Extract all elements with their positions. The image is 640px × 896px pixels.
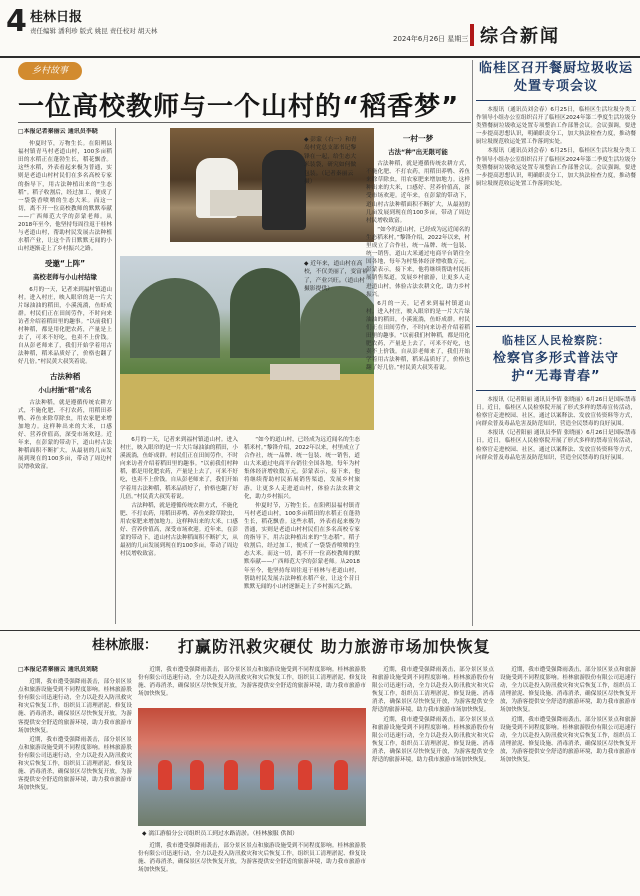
sidebar-headline-2b[interactable]: 检察官多形式普法守护“无毒青春”: [492, 351, 619, 384]
lead-headline[interactable]: 一位高校教师与一个山村的“稻香梦”: [18, 92, 460, 122]
lead-paragraph: 古法种稻，就是遵循传统农耕方式，不施化肥、不打农药，用稻田养鸭、养鱼来除草除虫，用农家肥来增加地力。这样种出来的大米，口感好、营养价值高，深受市场欢迎。近年来，在彭蒙的带动下，道山村古法种稻面积不断扩大，从最初的几亩发展到现在的100多亩，带动了周边村民增收致富。: [366, 161, 470, 224]
bottom-kicker: 桂林旅服：: [92, 638, 158, 653]
lead-subhead-1b: 高校老师与小山村结缘: [33, 273, 97, 282]
editor-credits: 责任编辑 潘利珍 版式 姚昆 责任校对 胡天林: [30, 27, 158, 35]
lead-paragraph: 仲夏时节，万物生长。在阳朔县福村镇青马村老道山村，100多亩稻田的水稻正在蓬勃生长，稻花飘香。这些水稻，外表看起来极为普通，实则是老道山村村民们在多名高校专家的指导下，用古法种植出来的“生态稻”。稻子收割后，经过加工，便成了一袋袋香喷喷的生态大米。而这一切，离不开一位高校教师的默默奉献——广西师范大学的彭蒙老师。从2018年至今，他坚持每周往返于桂林与老道山村，帮助村民发展古法种植水稻产业，让这个昔日默默无闻的小山村逐渐走上了乡村振兴之路。: [18, 141, 112, 253]
worker-figure: [190, 760, 204, 790]
worker-figure: [334, 760, 348, 790]
sidebar-headline-2[interactable]: 临桂区人民检察院：: [502, 334, 610, 347]
mountain-shape: [300, 286, 374, 358]
sidebar-headline-1[interactable]: 临桂区召开餐厨垃圾收运处置专项会议: [478, 61, 633, 94]
lead-paragraph: 6月的一天，记者来到福村镇道山村。进入村庄，映入眼帘的是一片大片绿油油的稻田，小溪流淌，鱼虾成群。村民们正在田间劳作，不时向来访者介绍着稻田里的趣事。“以前我们村种稻，都是用化肥农药，产量是上去了，可米不好吃，也卖不上价钱。自从彭老师来了，我们开始学着用古法种稻，稻米品质好了，价格也翻了好几倍。”村民黄大叔笑着说。: [120, 437, 238, 500]
lead-paragraph: 仲夏时节，万物生长。在阳朔县福村镇青马村老道山村，100多亩稻田的水稻正在蓬勃生长，稻花飘香。这些水稻，外表看起来极为普通，实则是老道山村村民们在多名高校专家的指导下，用古法种植出来的“生态稻”。稻子收割后，经过加工，便成了一袋袋香喷喷的生态大米。而这一切，离不开一位高校教师的默默奉献——广西师范大学的彭蒙老师。从2018年至今，他坚持每周往返于桂林与老道山村，帮助村民发展古法种植水稻产业，让这个昔日默默无闻的小山村逐渐走上了乡村振兴之路。: [244, 502, 360, 590]
sidebar-story-1: [476, 106, 636, 322]
lead-paragraph: 6月的一天，记者来到福村镇道山村。进入村庄，映入眼帘的是一片大片绿油油的稻田，小溪流淌，鱼虾成群。村民们正在田间劳作，不时向来访者介绍着稻田里的趣事。“以前我们村种稻，都是用化肥农药，产量是上去了，可米不好吃，也卖不上价钱。自从彭老师来了，我们开始学着用古法种稻，稻米品质好了，价格也翻了好几倍。”村民黄大叔笑着说。: [18, 286, 112, 366]
lead-paragraph: 古法种稻，就是遵循传统农耕方式，不施化肥、不打农药，用稻田养鸭、养鱼来除草除虫，用农家肥来增加地力。这样种出来的大米，口感好、营养价值高，深受市场欢迎。近年来，在彭蒙的带动下，道山村古法种稻面积不断扩大，从最初的几亩发展到现在的100多亩，带动了周边村民增收致富。: [18, 399, 112, 471]
column-rule: [472, 60, 473, 626]
person-figure: [262, 150, 306, 230]
bottom-column-2-top: [138, 666, 366, 706]
story-kicker: 乡村故事: [18, 62, 82, 80]
sidebar-story-2: [476, 396, 636, 636]
bottom-paragraph: 近期，我市遭受强降雨袭击，部分景区景点和旅游设施受到不同程度影响。桂林旅游股份有限公司迅速行动，全力以赴投入防汛救灾和灾后恢复工作，组织员工清理淤泥、修复设施、消毒消杀，确保景区尽快恢复开放，为游客提供安全舒适的旅游环境，助力我市旅游市场加快恢复。: [18, 736, 132, 792]
bottom-column-3: [372, 666, 494, 890]
sidebar-rule: [476, 100, 636, 101]
bottom-paragraph: 近期，我市遭受强降雨袭击，部分景区景点和旅游设施受到不同程度影响。桂林旅游股份有限公司迅速行动，全力以赴投入防汛救灾和灾后恢复工作，组织员工清理淤泥、修复设施、消毒消杀，确保景区尽快恢复开放，为游客提供安全舒适的旅游环境，助力我市旅游市场加快恢复。: [372, 716, 494, 764]
bottom-paragraph: 近期，我市遭受强降雨袭击，部分景区景点和旅游设施受到不同程度影响。桂林旅游股份有限公司迅速行动，全力以赴投入防汛救灾和灾后恢复工作，组织员工清理淤泥、修复设施、消毒消杀，确保景区尽快恢复开放，为游客提供安全舒适的旅游环境，助力我市旅游市场加快恢复。: [500, 667, 636, 714]
paper-logo: 桂林日报: [30, 10, 83, 25]
lead-column-3: [244, 436, 360, 624]
sidebar-paragraph: 本报讯（通讯员刘会春）6月25日，临桂区生活垃圾分类工作领导小组办公室组织召开了临桂区2024年第二季度生活垃圾分类暨餐厨垃圾收运处置专项整治工作部署会议。会议强调，要进一步提高思想认识，明确职责分工，加大执法检查力度，推动餐厨垃圾规范收运处置工作落到实处。: [476, 148, 636, 187]
lead-paragraph: “如今的道山村，已经成为远近闻名的生态稻米村。”黎锋介绍，2022年以来，村里成立了合作社，统一品牌、统一包装、统一销售，道山大米通过电商平台销往全国各地，每年为村集体经济增收数万元。彭蒙表示，接下来，他将继续帮助村民拓展销售渠道，发展乡村旅游，让更多人走进道山村，体验古法农耕文化，助力乡村振兴。: [366, 226, 470, 298]
page-masthead: [0, 0, 640, 58]
bottom-column-1: [18, 666, 132, 890]
bottom-column-4: [500, 666, 636, 890]
photo-caption: ◆ 漓江游船分公司组织员工到过水路清淤。（桂林旅服 供图）: [142, 831, 298, 837]
bottom-paragraph: 近期，我市遭受强降雨袭击，部分景区景点和旅游设施受到不同程度影响。桂林旅游股份有限公司迅速行动，全力以赴投入防汛救灾和灾后恢复工作，组织员工清理淤泥、修复设施、消毒消杀，确保景区尽快恢复开放，为游客提供安全舒适的旅游环境，助力我市旅游市场加快恢复。: [500, 716, 636, 764]
spacer: [120, 246, 168, 254]
sidebar-paragraph: 本报讯（记者阳丽 通讯员李倩 张晓丽）6月26日是国际禁毒日。近日，临桂区人民检察院开展了形式多样的禁毒宣传活动，检察官走进校园、社区，通过以案释法、发放宣传资料等方式，向群众普及毒品危害及防范知识，营造全民禁毒的良好氛围。: [476, 430, 636, 461]
sidebar-rule: [476, 390, 636, 391]
headline-rule: [18, 122, 471, 123]
bottom-column-2-bottom: [138, 842, 366, 890]
lead-subhead-3b: 古法“种”出无限可能: [388, 148, 448, 156]
photo-caption: ◆ 彭蒙（右一）和青岛村党总支部书记黎锋在一起，给生态大米装袋，研究如何做包装。（记者秦丽云 摄）: [304, 137, 357, 186]
sidebar-paragraph: 本报讯（记者阳丽 通讯员李倩 张晓丽）6月26日是国际禁毒日。近日，临桂区人民检察院开展了形式多样的禁毒宣传活动，检察官走进校园、社区，通过以案释法、发放宣传资料等方式，向群众普及毒品危害及防范知识，营造全民禁毒的良好氛围。: [476, 397, 636, 428]
lead-column-2: [120, 436, 238, 624]
lead-paragraph: 6月的一天，记者来到福村镇道山村。进入村庄，映入眼帘的是一片大片绿油油的稻田，小溪流淌，鱼虾成群。村民们正在田间劳作，不时向来访者介绍着稻田里的趣事。“以前我们村种稻，都是用化肥农药，产量是上去了，可米不好吃，也卖不上价钱。自从彭老师来了，我们开始学着用古法种稻，稻米品质好了，价格也翻了好几倍。”村民黄大叔笑着说。: [366, 300, 470, 372]
lead-subhead-3: 一村一梦: [402, 134, 434, 143]
lead-column-1: [18, 128, 112, 624]
worker-figure: [224, 760, 238, 790]
village-houses: [270, 364, 340, 380]
page-number: 4: [6, 4, 27, 39]
bottom-paragraph: 近期，我市遭受强降雨袭击，部分景区景点和旅游设施受到不同程度影响。桂林旅游股份有限公司迅速行动，全力以赴投入防汛救灾和灾后恢复工作，组织员工清理淤泥、修复设施、消毒消杀，确保景区尽快恢复开放，为游客提供安全舒适的旅游环境，助力我市旅游市场加快恢复。: [372, 667, 494, 714]
worker-figure: [158, 760, 172, 790]
bottom-paragraph: 近期，我市遭受强降雨袭击，部分景区景点和旅游设施受到不同程度影响。桂林旅游股份有限公司迅速行动，全力以赴投入防汛救灾和灾后恢复工作，组织员工清理淤泥、修复设施、消毒消杀，确保景区尽快恢复开放，为游客提供安全舒适的旅游环境，助力我市旅游市场加快恢复。: [138, 843, 366, 874]
mountain-shape: [130, 278, 220, 358]
bottom-byline: □本报记者秦丽云 通讯员刘晓: [18, 666, 98, 673]
section-title: 综合新闻: [480, 26, 560, 47]
bottom-headline[interactable]: 打赢防汛救灾硬仗 助力旅游市场加快恢复: [178, 637, 491, 656]
sidebar-rule: [476, 326, 636, 327]
bottom-paragraph: 近期，我市遭受强降雨袭击，部分景区景点和旅游设施受到不同程度影响。桂林旅游股份有限公司迅速行动，全力以赴投入防汛救灾和灾后恢复工作，组织员工清理淤泥、修复设施、消毒消杀，确保景区尽快恢复开放，为游客提供安全舒适的旅游环境，助力我市旅游市场加快恢复。: [18, 679, 132, 734]
issue-date: 2024年6月26日 星期三: [393, 35, 469, 43]
lead-column-4: [366, 128, 470, 624]
sidebar-paragraph: 本报讯（通讯员刘会春）6月25日，临桂区生活垃圾分类工作领导小组办公室组织召开了临桂区2024年第二季度生活垃圾分类暨餐厨垃圾收运处置专项整治工作部署会议。会议强调，要进一步提高思想认识，明确职责分工，加大执法检查力度，推动餐厨垃圾规范收运处置工作落到实处。: [476, 107, 636, 146]
section-bar: [470, 24, 474, 46]
lead-subhead-2b: 小山村插“稻”成名: [38, 386, 92, 395]
bottom-paragraph: 近期，我市遭受强降雨袭击，部分景区景点和旅游设施受到不同程度影响。桂林旅游股份有限公司迅速行动，全力以赴投入防汛救灾和灾后恢复工作，组织员工清理淤泥、修复设施、消毒消杀，确保景区尽快恢复开放，为游客提供安全舒适的旅游环境，助力我市旅游市场加快恢复。: [138, 667, 366, 698]
section-header: [470, 18, 640, 56]
lead-paragraph: “如今的道山村，已经成为远近闻名的生态稻米村。”黎锋介绍，2022年以来，村里成立了合作社，统一品牌、统一包装、统一销售，道山大米通过电商平台销往全国各地，每年为村集体经济增收数万元。彭蒙表示，接下来，他将继续帮助村民拓展销售渠道，发展乡村旅游，让更多人走进道山村，体验古法农耕文化，助力乡村振兴。: [244, 437, 360, 500]
worker-figure: [260, 760, 274, 790]
photo-flood-cleanup: [138, 708, 366, 826]
right-sidebar: [476, 60, 636, 620]
worker-figure: [298, 760, 312, 790]
lead-subhead-2: 古法种稻: [49, 372, 81, 382]
rice-field: [120, 374, 374, 430]
lead-paragraph: 古法种稻，就是遵循传统农耕方式，不施化肥、不打农药，用稻田养鸭、养鱼来除草除虫，用农家肥来增加地力。这样种出来的大米，口感好、营养价值高，深受市场欢迎。近年来，在彭蒙的带动下，道山村古法种稻面积不断扩大，从最初的几亩发展到现在的100多亩，带动了周边村民增收致富。: [120, 502, 238, 558]
mountain-shape: [230, 268, 300, 358]
column-rule: [115, 128, 116, 624]
lead-subhead-1: 受邀“上阵”: [44, 259, 86, 269]
lead-byline: □本报记者秦丽云 通讯员李晓: [18, 128, 98, 135]
photo-caption: ◆ 近年来，道山村在高校，不仅美丽了，变富裕了，产业兴旺。（道山村 摄影提供）: [304, 261, 368, 293]
